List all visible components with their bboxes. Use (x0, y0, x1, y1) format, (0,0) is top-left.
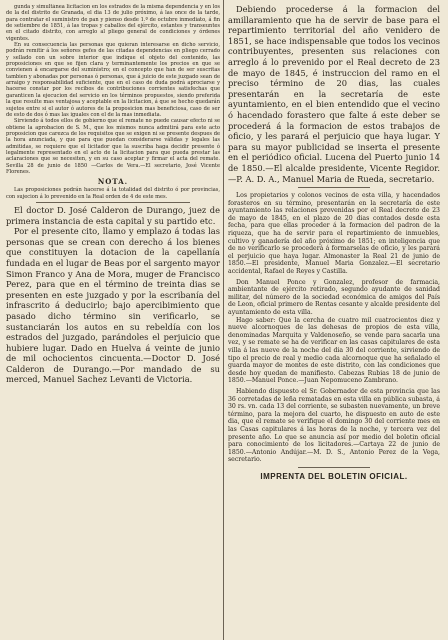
left-column (6, 4, 220, 640)
cork-sale-notice: Hago saber: Que la cercha de cuatro mil cuatrocientos diez y nueve alcornoques de las dehesas de propios de esta villa, denominadas Marquita y Valdenoseño, se vende para sacarla una vez, y se remate se ha de verificar en las casas capitulares de esta villa á las nueve de la noche del dia 30 del corriente, sirviendo de tipo el precio de real y medio cada alcornoque que ha señalado el guarda mayor de montes de este distrito, con las condiciones que desde hoy quedan de manifiesto. Cabezas Rubias 18 de junio de 1850.—Manuel Ponce.—Juan Nepomuceno Zambrano. (228, 316, 440, 385)
supply-auction-paragraph-1: gunda y simultánea licitacion en los estrados de la misma dependencia y en los de la del distrito de Granada, el dia 13 de julio próximo, á las once de la tarde, para contratar el suministro de pan y pienso desde 1.º de octubre inmediato, á fin de setiembre de 1851, á las tropas y caballos del ejército, estantes y transeuntes en el citado distrito, con arreglo al pliego general de condiciones y órdenes vigentes. (6, 4, 220, 42)
footer-divider (298, 467, 370, 468)
right-column (228, 4, 440, 640)
edict-paragraph-2: Por el presente cito, llamo y emplazo á todas las personas que se crean con derecho á los bienes que constituyen la dotacion de la capellanía fundada en el lugar de Beas por el sargento mayor Simon Franco y Ana de Mora, muger de Francisco Perez, para que en el término de treinta dias se presenten en este juzgado y por la escribanía del infrascrito á deducirlo; bajo apercibimiento que pasado dicho término sin verificarlo, se sustanciarán los autos en su rebeldía con los estrados del juzgado, parándoles el perjuicio que hubiere lugar. Dado en Huelva á veinte de junio de mil ochocientos cincuenta.—Doctor D. José Calderon de Durango.—Por mandado de su merced, Manuel Sachez Levanti de Victoria. (6, 226, 220, 385)
section-divider (36, 202, 190, 203)
supply-auction-paragraph-2: En su consecuencia las personas que quieran interesarse en dicho servicio, podrán remitir á los señores gefes de las citadas dependencias en pliego cerrado y sellado con un sobre interior que indique el objeto del contenido, las proposiciones en que se fijen clara y terminantemente los precios en que se convienen á encargarse del suministro; en el concepto que han de ser suscritas tambien y abonadas por personas ó personas, que á juicio de este juzgado sean de arraigo y responsabilidad suficiente, que en el caso de duda podrá aprociarse y hacerse constar por los recibos de contribuciones corrientes satisfechas que garanticen la ejecucion del servicio en los términos propuestos, siendo preferida la que resulte mas ventajosa y aceptable en la licitacion, á que se hecho quedarán sujetos entre si el autor ó autores de la proposicion mas beneficiosa, caso de ser de esto de dos ó mas las iguales con el de la mas inmediata. (6, 42, 220, 118)
almonaster-notice: Los propietarios y colonos vecinos de esta villa, y hacendados forasteros en su término, presentarán en la secretaría de este ayuntamiento las relaciones prevenidas por el Real decreto de 23 de mayo de 1845, en el plazo de 20 dias contados desde esta fecha, para que ellas proceder á la formacion del padron de la riqueza, que ha de servir para el repartimiento de inmuebles, cultivo y ganadería del año próximo de 1851; en inteligencia que de no verificarlo se procederá á formarselas de oficio, y les parará el perjuicio que haya lugar. Almonaster la Real 21 de junio de 1850.—El presidente, Manuel Maria Gonzalez.—El secretario accidental, Rafael de Reyes y Castilla. (228, 192, 440, 276)
column-rule (223, 0, 224, 640)
firewood-auction-notice: Habiendo dispuesto el Sr. Gobernador de esta provincia que las 36 corretadas de leña rematadas en esta villa en pública subasta, á 30 rs. vn. cada 13 del corriente, se subasten nuevamente, un breve término, para la mejora del cuarto, he dispuesto en auto de este dia, que el remate se verifique el domingo 30 del corriente mes en las Casas capitulares á las horas de la noche, y tercera vez del presente año. Lo que se anuncia así por medio del boletin oficial para conocimiento de los licitadores.—Cartaya 22 de junio de 1850.—Antonio Andújar.—M. D. S., Antonio Perez de la Vega, secretario. (228, 387, 440, 464)
printer-footer: IMPRENTA DEL BOLETIN OFICIAL. (260, 471, 408, 481)
section-divider-right (298, 187, 370, 188)
amillaramiento-notice: Debiendo procederse á la formacion del amillaramiento que ha de servir de base para el repartimiento territorial del año venidero de 1851, se hace indispensable que todos los vecinos contribuyentes, presenten sus relaciones con arreglo á lo prevenido por el Real decreto de 23 de mayo de 1845, é instruccion del ramo en el preciso término de 20 dias, las cuales presentarán en la secretaría de este ayuntamiento, en el bien entendido que el vecino ó hacendado forastero que falte á este deber se procederá á la formacion de estos trabajos de oficio, y les parará el perjuicio que haya lugar. Y para su mayor publicidad se inserta el presente en el periódico oficial. Lucena del Puerto junio 14 de 1850.—El alcalde presidente, Vicente Regidor.—P. A. D. A., Manuel Maria de Rueda, secretario. (228, 4, 440, 184)
ponce-intro: Don Manuel Ponce y Gonzalez, profesor de farmacia, ambientante de ejército retirado, segundo ayudante de sanidad militar, del número de la sociedad económica de amigos del País de Leon, oficial primero de Rentas cesante y alcalde presidente del ayuntamiento de esta villa. (228, 278, 440, 316)
edict-paragraph-1: El doctor D. José Calderon de Durango, juez de primera instancia de esta capital y su partido etc. (6, 204, 220, 226)
nota-text: Las proposiciones podrán hacerse á la totalidad del distrito ó por provincias, con sujecion á lo prevenido en la Real orden de 4 de este mes. (6, 187, 220, 200)
supply-auction-paragraph-3: Sirviendo á todos ellos de gobierno que el remate no puede causar efecto ni se obtiene la aprobacion de S. M., que los mismos nunca admitirá para este acto proposicion que carezca de los requisitos que se exigen ni se presente despues de la hora anunciada, y que para que puedan considerarse válidas y legales las admitidas, se requiere que el licitador que la suscriba haga decidir presente ó legalmente representado en el acto de la licitacion para que pueda prestar las aclaraciones que se necesiten, y en su caso aceptar y firmar el acta del remate. Sevilla 28 de junio de 1850 —Carlos de Vera.—El secretario, José Vicente Florenes. (6, 118, 220, 175)
nota-heading: NOTA. (97, 177, 129, 187)
